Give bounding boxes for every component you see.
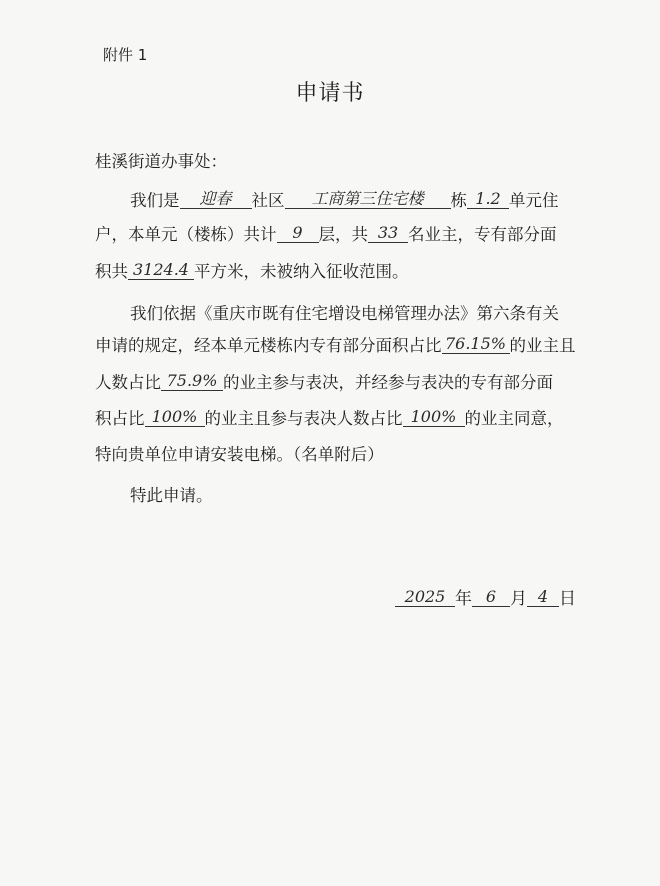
date-month: 6 <box>472 588 510 607</box>
para2-line4 <box>95 405 564 429</box>
text-segment: 积占比 <box>95 409 145 428</box>
para1-line2 <box>95 221 557 245</box>
text-segment: 层，共 <box>318 225 368 244</box>
date-year-unit: 年 <box>455 589 472 609</box>
date-month-unit: 月 <box>510 589 527 609</box>
floors-field: 9 <box>277 224 319 243</box>
area-field: 3124.4 <box>128 261 194 280</box>
community-field: 迎春 <box>180 190 252 209</box>
date-day-unit: 日 <box>559 589 576 609</box>
text-segment: 的业主同意， <box>464 409 564 428</box>
text-segment: 户，本单元（楼栋）共计 <box>95 225 277 244</box>
text-segment: 的业主且参与表决人数占比 <box>204 409 403 428</box>
vote-area-ratio-field: 100% <box>145 408 205 427</box>
text-segment: 积共 <box>95 262 128 281</box>
para2-line3 <box>95 369 553 393</box>
para1-line3 <box>95 258 409 282</box>
text-segment: 我们是 <box>130 191 180 210</box>
text-segment: 平方米，未被纳入征收范围。 <box>194 262 409 281</box>
attachment-label: 附件 1 <box>103 46 148 64</box>
para2-line2 <box>95 332 576 356</box>
people-ratio-field: 75.9% <box>161 372 223 391</box>
text-segment: 的业主参与表决，并经参与表决的专有部分面 <box>223 373 553 392</box>
text-segment: 的业主且 <box>509 336 576 355</box>
document-title: 申请书 <box>295 81 365 106</box>
text-segment: 社区 <box>251 191 285 210</box>
text-segment: 单元住 <box>509 191 559 210</box>
text-segment: 栋 <box>450 191 467 210</box>
text-segment: 申请的规定，经本单元楼栋内专有部分面积占比 <box>95 336 442 355</box>
area-ratio-field: 76.15% <box>442 335 510 354</box>
para2-line1: 我们依据《重庆市既有住宅增设电梯管理办法》第六条有关 <box>130 304 559 323</box>
date-year: 2025 <box>395 588 455 607</box>
date-line <box>395 584 576 609</box>
text-segment: 名业主，专有部分面 <box>408 225 557 244</box>
closing-text: 特此申请。 <box>130 486 213 505</box>
para1-line1 <box>130 187 559 211</box>
vote-people-ratio-field: 100% <box>403 408 465 427</box>
unit-field: 1.2 <box>467 190 509 209</box>
para2-line5: 特向贵单位申请安装电梯。（名单附后） <box>95 445 384 464</box>
date-day: 4 <box>527 588 559 607</box>
addressee: 桂溪街道办事处： <box>95 152 227 171</box>
owners-field: 33 <box>368 224 408 243</box>
text-segment: 人数占比 <box>95 373 161 392</box>
building-field: 工商第三住宅楼 <box>285 190 451 209</box>
